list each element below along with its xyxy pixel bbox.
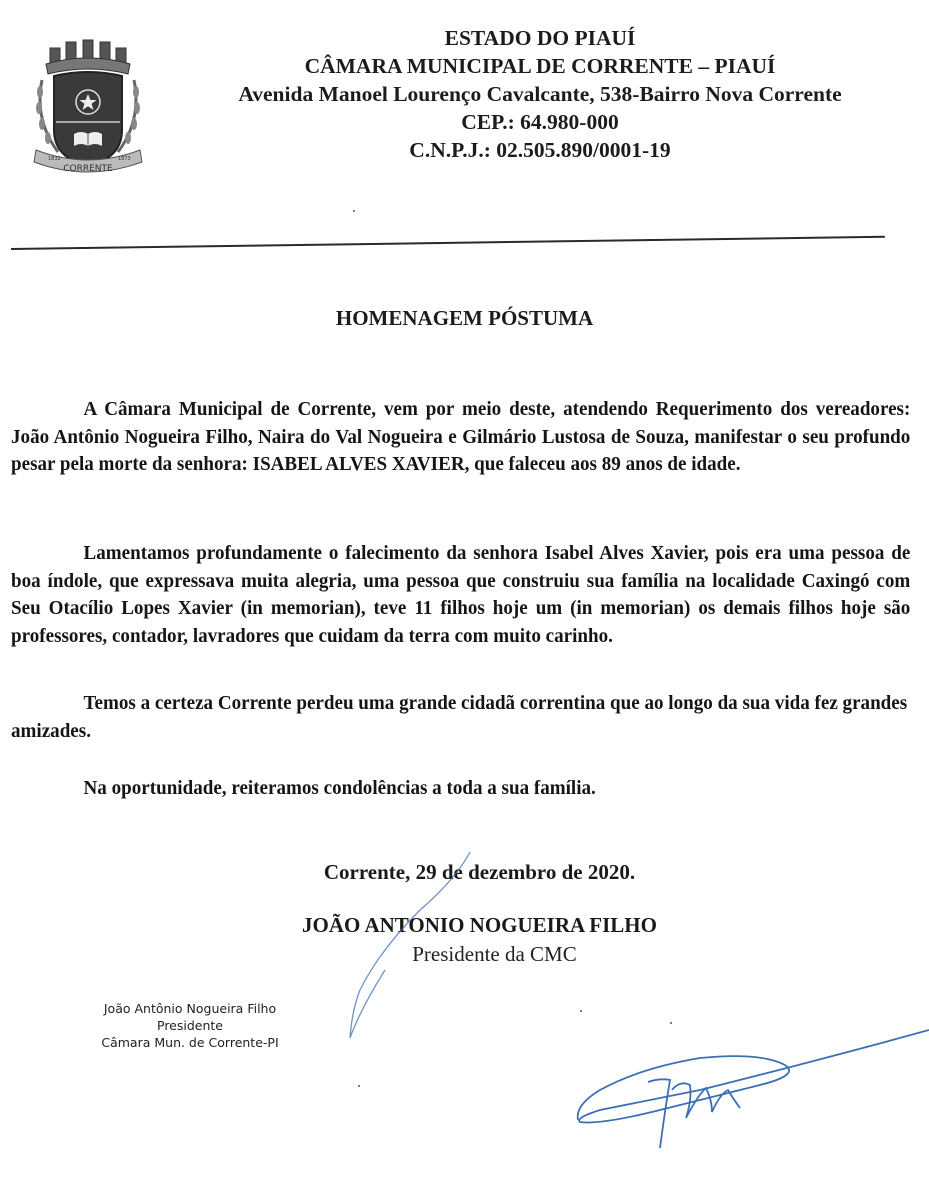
letterhead (190, 24, 890, 164)
stamp-institution: Câmara Mun. de Corrente-PI (101, 1035, 279, 1050)
crest-right-year: 1873 (118, 156, 131, 162)
crest-ribbon-label: CORRENTE (63, 164, 113, 174)
scan-speck (580, 1010, 582, 1012)
letterhead-cep: CEP.: 64.980-000 (461, 110, 619, 134)
letterhead-institution: CÂMARA MUNICIPAL DE CORRENTE – PIAUÍ (304, 54, 776, 78)
paragraph-1 (11, 396, 911, 479)
signatory-role: Presidente da CMC (412, 942, 577, 966)
scan-speck (353, 210, 355, 212)
letterhead-cnpj: C.N.P.J.: 02.505.890/0001-19 (409, 138, 671, 162)
header-divider (11, 236, 885, 250)
crest-left-year: 1832 (48, 156, 61, 162)
paragraph-3 (11, 690, 911, 745)
coat-of-arms-logo (28, 30, 148, 180)
date-line: Corrente, 29 de dezembro de 2020. (323, 860, 636, 884)
stamp-name: João Antônio Nogueira Filho (103, 1001, 277, 1016)
handwritten-signature (578, 1030, 929, 1148)
scan-speck (670, 1022, 672, 1024)
letterhead-state: ESTADO DO PIAUÍ (444, 26, 636, 50)
stamp-title: Presidente (157, 1018, 223, 1033)
scan-speck (358, 1085, 360, 1087)
letterhead-address: Avenida Manoel Lourenço Cavalcante, 538-Bairro Nova Corrente (238, 82, 842, 106)
paragraph-2-text: Lamentamos profundamente o falecimento da senhora Isabel Alves Xavier, pois era uma pessoa de boa índole, que expressava muita alegria, uma pessoa que construiu sua família na localidade Caxingó com Seu Otacílio Lopes Xavier (in memorian), teve 11 filhos hoje um (in memorian) os demais filhos hoje são professores, contador, lavradores que cuidam da terra com muito carinho. (11, 542, 911, 647)
president-stamp (60, 1000, 320, 1051)
paragraph-4 (11, 775, 911, 803)
document-title: HOMENAGEM PÓSTUMA (335, 306, 594, 330)
paragraph-1-text: A Câmara Municipal de Corrente, vem por meio deste, atendendo Requerimento dos vereadores: João Antônio Nogueira Filho, Naira do Val Nogueira e Gilmário Lustosa de Souza, manifestar o seu profundo pesar pela morte da senhora: ISABEL ALVES XAVIER, que faleceu aos 89 anos de idade. (11, 398, 911, 475)
signatory-name: JOÃO ANTONIO NOGUEIRA FILHO (302, 913, 657, 937)
paragraph-4-text: Na oportunidade, reiteramos condolências a toda a sua família. (83, 777, 596, 799)
paragraph-2 (11, 540, 911, 650)
paragraph-3-text: Temos a certeza Corrente perdeu uma grande cidadã correntina que ao longo da sua vida fez grandes amizades. (11, 692, 908, 742)
